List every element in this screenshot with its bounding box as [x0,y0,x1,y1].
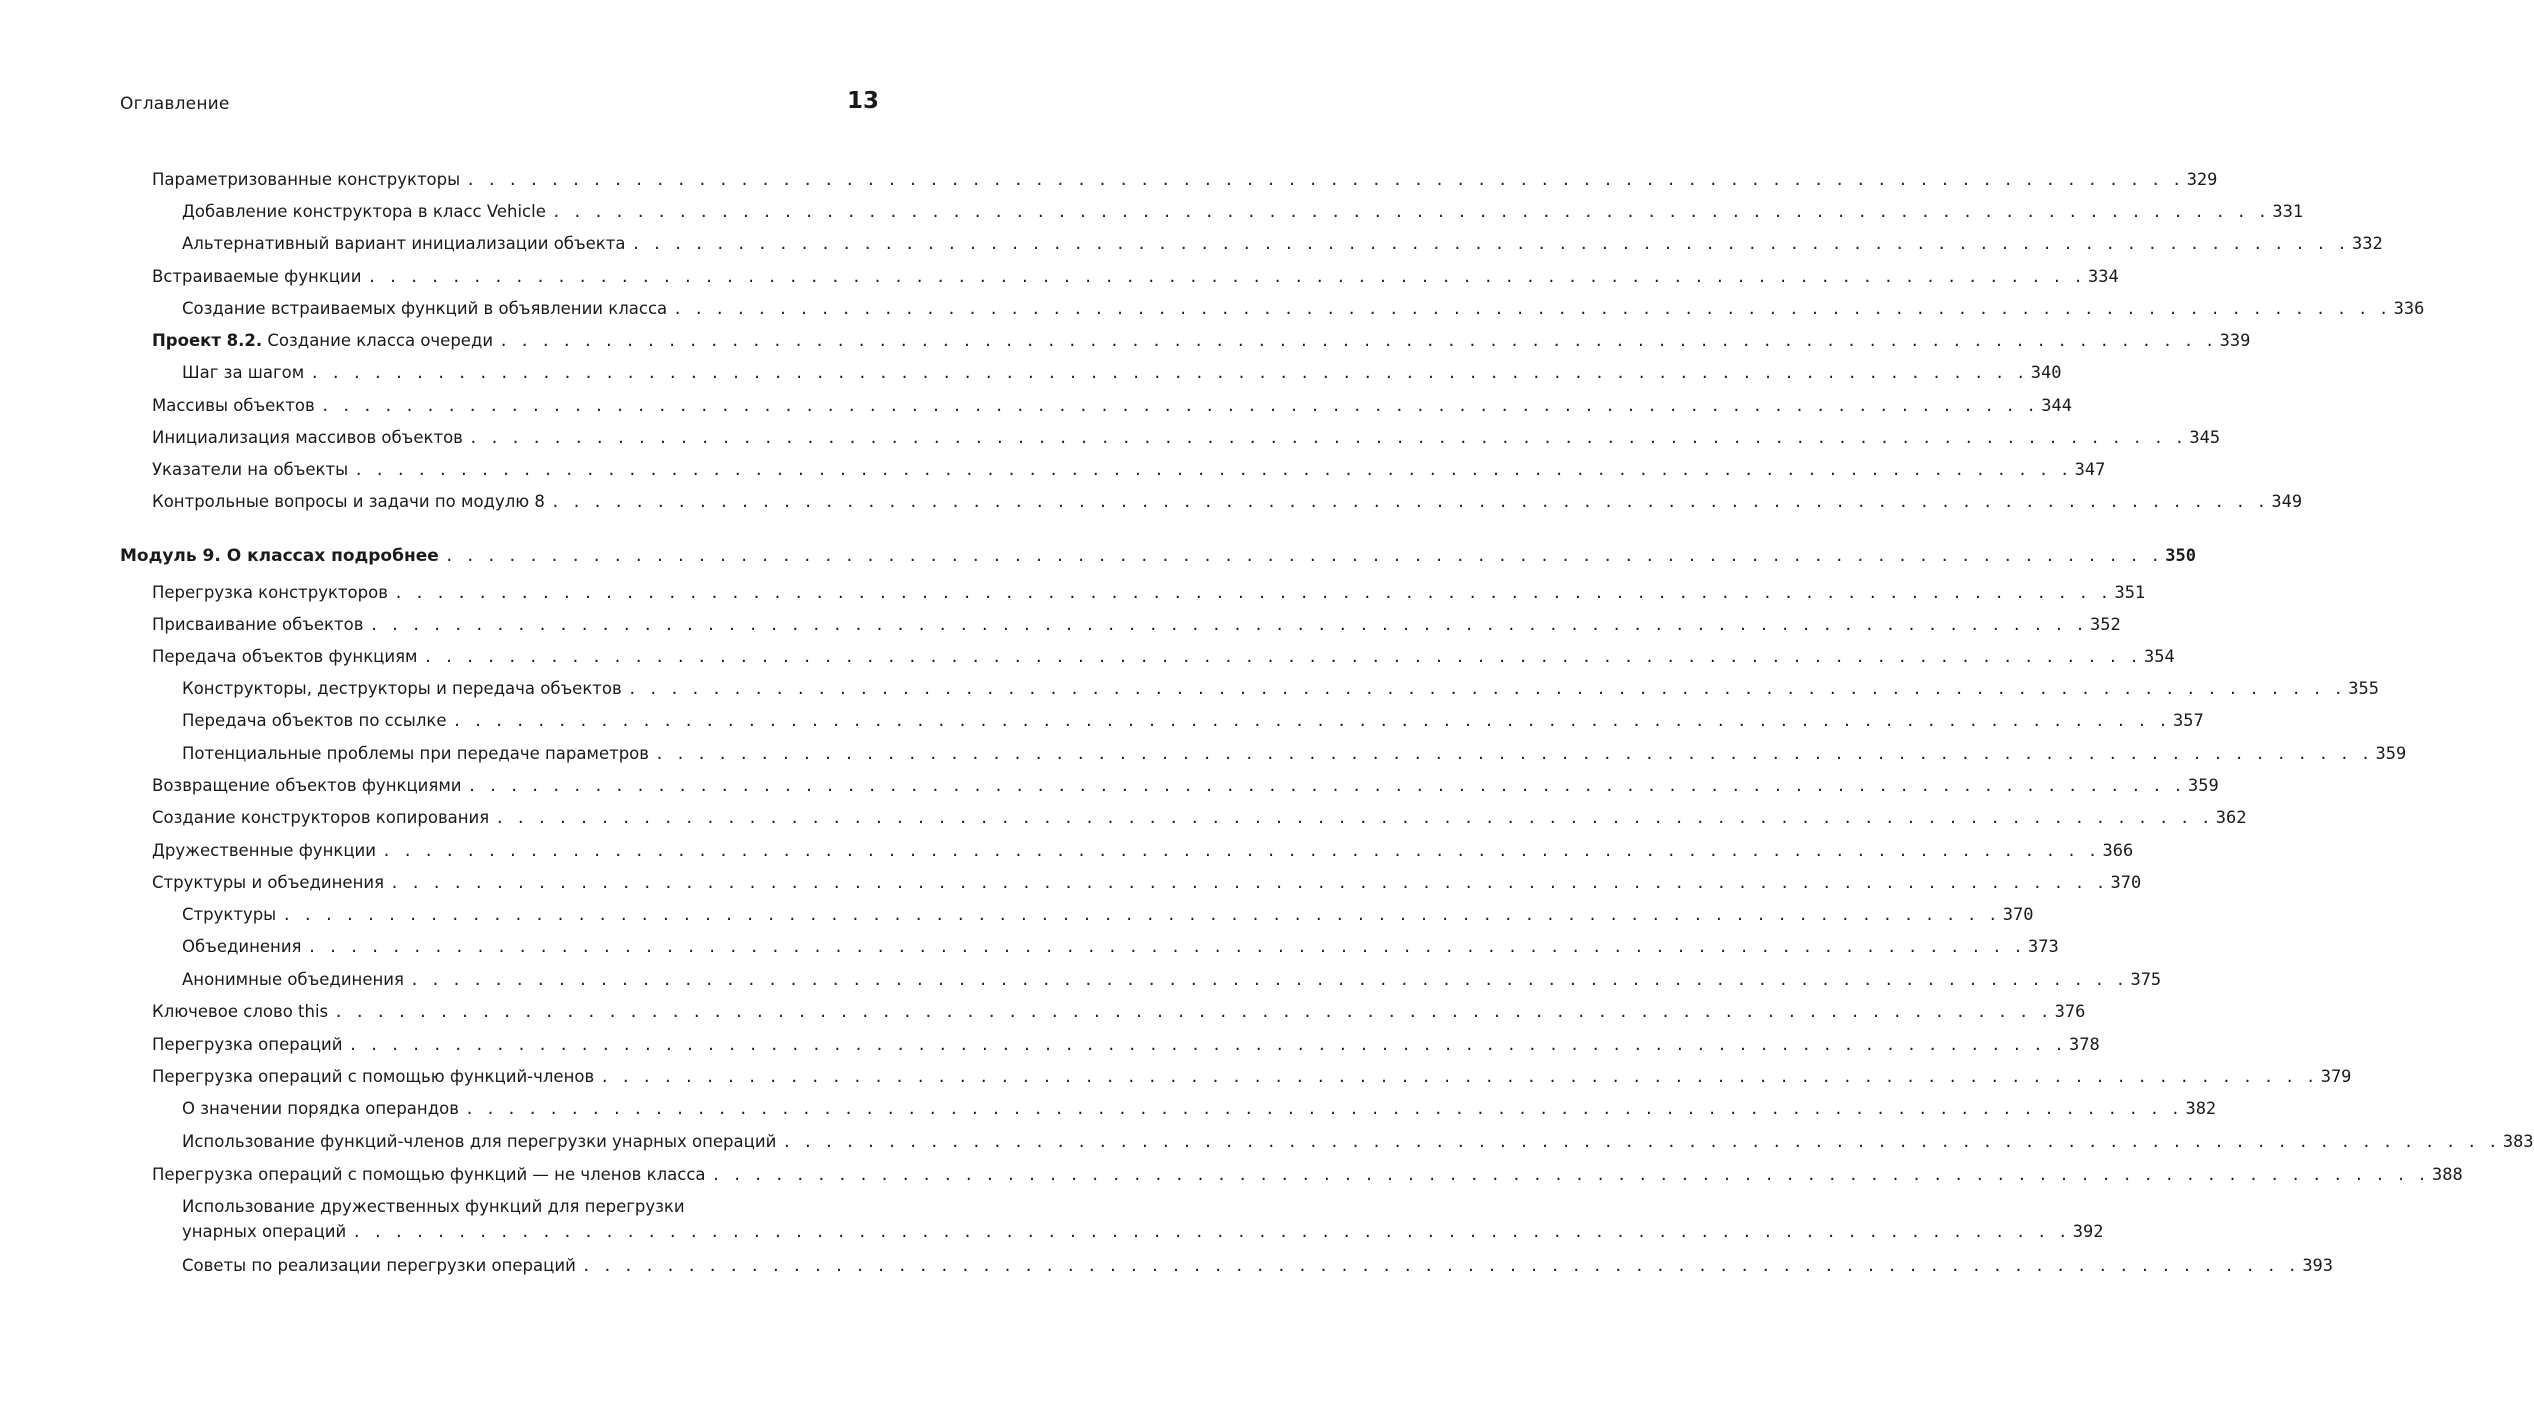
toc-entry-title: Альтернативный вариант инициализации объекта [182,234,626,253]
toc-entry [152,1066,2352,1088]
dot-leader [394,582,2111,604]
toc-entry [182,936,2059,958]
toc-entry-title: Потенциальные проблемы при передаче параметров [182,744,649,763]
toc-entry [182,1255,2334,1277]
toc-entry-title-line1: Использование дружественных функций для перегрузки [182,1197,685,1216]
dot-leader [499,330,2216,352]
toc-entry [182,710,2204,732]
toc-entry-page: 339 [2219,331,2251,351]
toc-entry [152,459,2106,481]
toc-entry [182,362,2062,384]
toc-entry-page: 329 [2186,170,2218,190]
toc-entry-page: 388 [2432,1165,2463,1185]
dot-leader [334,1001,2051,1023]
page-number: 13 [846,88,879,114]
toc-entry [152,1001,2086,1023]
project-label: Проект 8.2. [152,331,263,350]
toc-entry-title: Встраиваемые функции [152,267,362,286]
toc-entry [152,395,2072,417]
toc-entry-title: Модуль 9. О классах подробнее [120,546,439,566]
toc-entry-page: 359 [2375,744,2407,764]
toc-entry-title: Перегрузка операций [152,1035,343,1054]
toc-entry-page: 334 [2088,267,2119,287]
toc-entry-page: 357 [2173,711,2204,731]
toc-entry-page: 370 [2110,873,2142,893]
toc-entry [152,582,2146,604]
toc-entry-title: Ключевое слово this [152,1002,329,1021]
toc-entry [182,298,2425,320]
toc-entry [152,646,2175,668]
toc-entry-page: 375 [2130,970,2162,990]
toc-entry [152,1034,2100,1056]
toc-entry [182,1098,2217,1120]
toc-entry [182,969,2162,991]
toc-module-heading [120,545,2196,567]
toc-entry-title: Массивы объектов [152,396,315,415]
toc-entry-page: 340 [2030,363,2062,383]
toc-entry-page: 383 [2502,1132,2534,1152]
dot-leader [453,710,2170,732]
toc-entry-title: Анонимные объединения [182,970,404,989]
toc-entry [152,491,2303,513]
toc-entry [152,169,2218,191]
dot-leader [465,1098,2182,1120]
toc-entry-title: Указатели на объекты [152,460,349,479]
toc-entry-title: О значении порядка операндов [182,1099,459,1118]
toc-entry-page: 366 [2102,841,2134,861]
dot-leader [466,169,2183,191]
toc-entry-page: 376 [2054,1002,2086,1022]
toc-entry-title: Присваивание объектов [152,615,364,634]
toc-entry-page: 382 [2185,1099,2217,1119]
toc-entry [152,775,2219,797]
toc-entry-page: 379 [2320,1067,2352,1087]
toc-entry-title: Перегрузка операций с помощью функций — не членов класса [152,1165,706,1184]
toc-entry-title: Создание класса очереди [262,331,494,350]
toc-entry-title: Возвращение объектов функциями [152,776,462,795]
dot-leader [307,936,2024,958]
dot-leader [628,678,2345,700]
toc-entry-page: 350 [2165,546,2196,566]
dot-leader [469,427,2186,449]
dot-leader [282,904,1999,926]
toc-entry-page: 331 [2272,202,2304,222]
toc-entry [182,233,2383,255]
toc-entry-title-line2: унарных операций [182,1222,347,1241]
toc-entry-title: Советы по реализации перегрузки операций [182,1256,576,1275]
toc-entry-title: Дружественные функции [152,841,377,860]
toc-entry-title: Передача объектов функциям [152,647,418,666]
toc-entry-page: 373 [2028,937,2059,957]
toc-entry-project [152,330,2251,352]
dot-leader [390,872,2107,894]
toc-entry-title: Структуры [182,905,277,924]
toc-entry-title: Передача объектов по ссылке [182,711,447,730]
toc-entry-page: 378 [2069,1035,2100,1055]
dot-leader [552,201,2269,223]
toc-entry-page: 344 [2041,396,2072,416]
toc-entry-page: 355 [2348,679,2379,699]
dot-leader [348,1034,2065,1056]
dot-leader [631,233,2348,255]
toc-entry-title: Конструкторы, деструкторы и передача объектов [182,679,622,698]
dot-leader [551,491,2268,513]
toc-entry-page: 336 [2393,299,2425,319]
toc-entry-title: Шаг за шагом [182,363,305,382]
toc-entry [182,678,2379,700]
toc-entry-title: Параметризованные конструкторы [152,170,461,189]
toc-entry-title: Создание встраиваемых функций в объявлении класса [182,299,668,318]
toc-entry-page: 345 [2189,428,2221,448]
toc-entry [152,872,2142,894]
toc-entry-page: 351 [2114,583,2146,603]
toc-entry-title: Инициализация массивов объектов [152,428,463,447]
dot-leader [445,545,2162,567]
toc-entry-title: Использование функций-членов для перегрузки унарных операций [182,1132,777,1151]
dot-leader [354,459,2071,481]
toc-entry-title: Создание конструкторов копирования [152,808,490,827]
dot-leader [655,743,2372,765]
toc-entry-multiline [182,1193,2104,1243]
toc-entry [152,807,2247,829]
dot-leader [369,614,2086,636]
toc-entry [182,904,2034,926]
toc-entry-page: 362 [2215,808,2247,828]
dot-leader [495,807,2212,829]
dot-leader [673,298,2390,320]
toc-entry-page: 352 [2089,615,2121,635]
toc-entry [152,1164,2463,1186]
toc-entry-title: Структуры и объединения [152,873,385,892]
dot-leader [410,969,2127,991]
toc-entry [152,266,2119,288]
toc-entry-title: Перегрузка конструкторов [152,583,388,602]
toc-entry [152,614,2121,636]
toc-entry-page: 349 [2271,492,2303,512]
toc-entry-title: Перегрузка операций с помощью функций-членов [152,1067,595,1086]
toc-entry-title: Контрольные вопросы и задачи по модулю 8 [152,492,545,511]
toc-entry [182,201,2304,223]
toc-entry-page: 393 [2302,1256,2334,1276]
toc-entry-title: Объединения [182,937,302,956]
dot-leader [367,266,2084,288]
dot-leader [582,1255,2299,1277]
dot-leader [468,775,2185,797]
toc-entry [182,743,2407,765]
running-head: Оглавление [120,94,230,114]
toc-entry [182,1131,2534,1153]
toc-entry-title: Добавление конструктора в класс Vehicle [182,202,546,221]
toc-entry-page: 392 [2072,1222,2104,1242]
toc-entry-page: 332 [2352,234,2383,254]
dot-leader [382,840,2099,862]
toc-entry-page: 370 [2002,905,2034,925]
dot-leader [321,395,2038,417]
toc-entry [152,427,2221,449]
toc-entry-page: 347 [2074,460,2106,480]
dot-leader [600,1066,2317,1088]
toc-entry-page: 354 [2144,647,2175,667]
dot-leader [352,1221,2069,1243]
dot-leader [423,646,2140,668]
dot-leader [310,362,2027,384]
dot-leader [782,1131,2499,1153]
toc-entry-page: 359 [2188,776,2219,796]
toc-entry [152,840,2134,862]
dot-leader [712,1164,2429,1186]
